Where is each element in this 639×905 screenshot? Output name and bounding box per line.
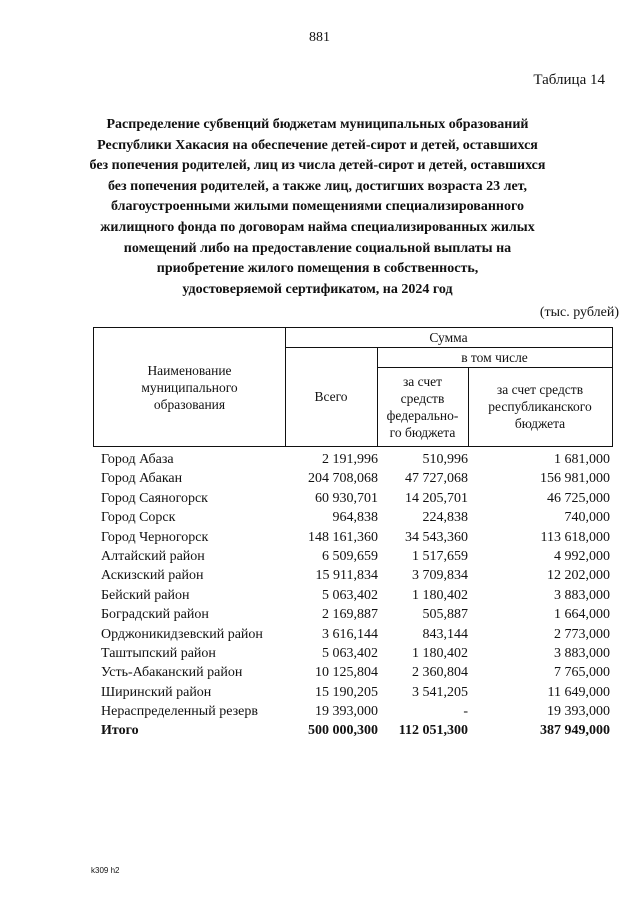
cell-total: 60 930,701: [315, 490, 378, 506]
cell-name: Нераспределенный резерв: [101, 704, 258, 720]
title-line: жилищного фонда по договорам найма специализированных жилых: [100, 219, 535, 235]
cell-name: Аскизский район: [101, 568, 204, 584]
cell-name: Усть-Абаканский район: [101, 665, 243, 681]
cell-republic: 740,000: [564, 510, 610, 526]
page-number: 881: [309, 30, 330, 45]
cell-republic: 2 773,000: [554, 626, 610, 642]
cell-federal: 224,838: [422, 510, 468, 526]
cell-total: 500 000,300: [308, 723, 378, 739]
cell-total: 19 393,000: [315, 704, 378, 720]
title-line: удостоверяемой сертификатом, на 2024 год: [182, 281, 453, 297]
cell-total: 15 190,205: [315, 684, 378, 700]
cell-name: Город Черногорск: [101, 529, 209, 545]
header-federal: за счет средств федерально-го бюджета: [386, 373, 459, 440]
cell-total: 2 169,887: [322, 607, 378, 623]
cell-republic: 156 981,000: [540, 471, 610, 487]
table-row: [0, 586, 639, 605]
cell-total: 3 616,144: [322, 626, 378, 642]
cell-total: 2 191,996: [322, 452, 378, 467]
table-row: [0, 644, 639, 663]
header-including: в том числе: [461, 349, 528, 365]
cell-federal: 1 180,402: [412, 587, 468, 603]
cell-federal: 14 205,701: [405, 490, 468, 506]
cell-federal: 1 517,659: [412, 548, 468, 564]
cell-republic: 7 765,000: [554, 665, 610, 681]
cell-total: 964,838: [332, 510, 378, 526]
cell-name: Орджоникидзевский район: [101, 626, 263, 642]
cell-republic: 113 618,000: [540, 529, 610, 545]
header-republic: за счет средств республиканского бюджета: [488, 382, 592, 431]
cell-federal: 3 541,205: [412, 684, 468, 700]
table-row: [0, 508, 639, 527]
title-line: Распределение субвенций бюджетам муниципальных образований: [106, 117, 529, 132]
table-title: [70, 115, 565, 300]
cell-republic: 387 949,000: [540, 723, 610, 739]
cell-federal: 843,144: [422, 626, 468, 642]
cell-total: 6 509,659: [322, 548, 378, 564]
cell-federal: 112 051,300: [398, 723, 468, 739]
title-line: Республики Хакасия на обеспечение детей-сирот и детей, оставшихся: [97, 137, 538, 153]
table-body: [0, 450, 639, 741]
cell-federal: 510,996: [422, 452, 468, 467]
cell-federal: -: [463, 704, 468, 720]
cell-name: Город Абаза: [101, 452, 174, 467]
cell-name: Алтайский район: [101, 548, 205, 564]
cell-republic: 46 725,000: [547, 490, 610, 506]
cell-total: 5 063,402: [322, 645, 378, 661]
title-line: без попечения родителей, а также лиц, достигших возраста 23 лет,: [107, 178, 528, 194]
table-row: [0, 605, 639, 624]
cell-total: 15 911,834: [315, 568, 378, 584]
header-sum: Сумма: [429, 330, 468, 345]
table-row: [0, 547, 639, 566]
cell-name: Итого: [101, 723, 139, 739]
units-label: (тыс. рублей): [539, 305, 619, 320]
cell-republic: 11 649,000: [547, 684, 610, 700]
table-row: [0, 625, 639, 644]
cell-name: Город Саяногорск: [101, 490, 208, 506]
cell-federal: 2 360,804: [412, 665, 468, 681]
cell-name: Бейский район: [101, 587, 190, 603]
cell-name: Город Абакан: [101, 471, 183, 487]
table-row: [0, 528, 639, 547]
cell-name: Ширинский район: [101, 684, 212, 700]
cell-name: Таштыпский район: [101, 645, 216, 661]
cell-federal: 47 727,068: [405, 471, 468, 487]
cell-republic: 3 883,000: [554, 645, 610, 661]
cell-total: 10 125,804: [315, 665, 378, 681]
table-row: [0, 489, 639, 508]
cell-total: 204 708,068: [308, 471, 378, 487]
cell-republic: 1 681,000: [554, 452, 610, 467]
cell-total: 5 063,402: [322, 587, 378, 603]
cell-republic: 3 883,000: [554, 587, 610, 603]
cell-federal: 3 709,834: [412, 568, 468, 584]
cell-republic: 4 992,000: [554, 548, 610, 564]
cell-name: Город Сорск: [101, 510, 176, 526]
title-line: благоустроенными жилыми помещениями специализированного: [111, 199, 524, 215]
footer-code: k309 h2: [91, 866, 120, 875]
table-row: [0, 469, 639, 488]
table-row: [0, 663, 639, 682]
title-line: приобретение жилого помещения в собственность,: [156, 261, 479, 277]
cell-federal: 505,887: [422, 607, 468, 623]
cell-federal: 34 543,360: [405, 529, 468, 545]
cell-republic: 12 202,000: [547, 568, 610, 584]
cell-name: Боградский район: [101, 607, 209, 623]
table-row: [0, 450, 639, 469]
cell-federal: 1 180,402: [412, 645, 468, 661]
table-row: [0, 683, 639, 702]
totals-row: [0, 721, 639, 740]
title-line: без попечения родителей, лиц из числа детей-сирот и детей, оставшихся: [89, 158, 546, 174]
table-label: Таблица 14: [533, 72, 605, 88]
title-line: помещений либо на предоставление социальной выплаты на: [123, 240, 512, 256]
table-header: [93, 327, 613, 447]
header-total: Всего: [314, 389, 348, 404]
table-row: [0, 702, 639, 721]
cell-republic: 19 393,000: [547, 704, 610, 720]
header-name-column: Наименование муниципального образования: [141, 362, 238, 412]
cell-republic: 1 664,000: [554, 607, 610, 623]
cell-total: 148 161,360: [308, 529, 378, 545]
table-row: [0, 566, 639, 585]
